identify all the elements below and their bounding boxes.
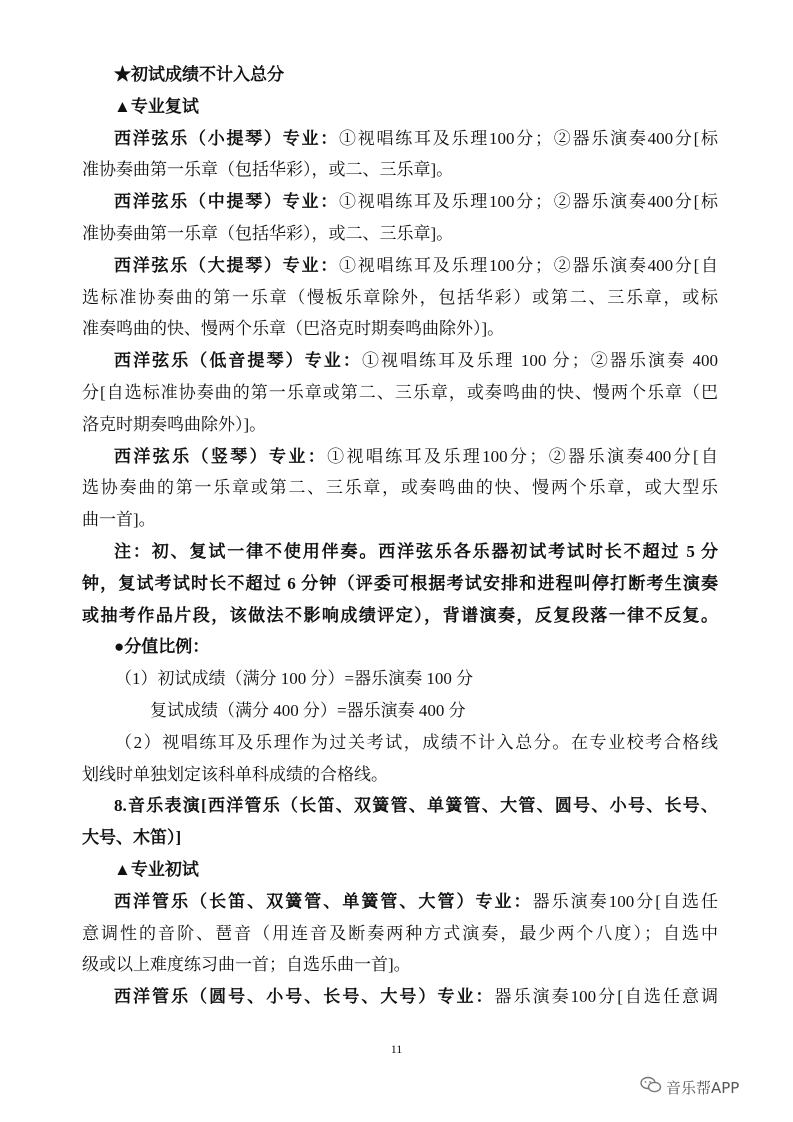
paragraph-line: 准协奏曲第一乐章（包括华彩），或二、三乐章]。 (82, 223, 454, 243)
paragraph-line: 准奏鸣曲的快、慢两个乐章（巴洛克时期奏鸣曲除外）]。 (82, 319, 505, 339)
document-body (82, 59, 718, 1013)
paragraph-line: 西洋弦乐（小提琴）专业：①视唱练耳及乐理100分；②器乐演奏400分[标 (114, 128, 718, 148)
wechat-icon (640, 1076, 662, 1098)
section-8-heading: 8.音乐表演[西洋管乐（长笛、双簧管、单簧管、大管、圆号、小号、长号、 (114, 796, 718, 816)
score-line: 划线时单独划定该科单科成绩的合格线。 (82, 764, 388, 784)
paragraph-line: 西洋管乐（圆号、小号、长号、大号）专业：器乐演奏100分[自选任意调 (114, 987, 718, 1007)
note-heading: ★初试成绩不计入总分 (114, 65, 284, 84)
score-line: （1）初试成绩（满分 100 分）=器乐演奏 100 分 (115, 669, 474, 689)
page-number: 11 (390, 1042, 403, 1056)
paragraph-line: 曲一首]。 (82, 510, 156, 530)
note-line: 注：初、复试一律不使用伴奏。西洋弦乐各乐器初试考试时长不超过 5 分 (114, 541, 718, 561)
section-heading: ▲专业初试 (114, 859, 199, 879)
paragraph-line: 意调性的音阶、琶音（用连音及断奏两种方式演奏，最少两个八度）；自选中 (82, 923, 718, 943)
paragraph-line: 西洋弦乐（低音提琴）专业：①视唱练耳及乐理 100 分；②器乐演奏 400 (114, 351, 718, 371)
paragraph-line: 选协奏曲的第一乐章或第二、三乐章，或奏鸣曲的快、慢两个乐章，或大型乐 (82, 478, 718, 498)
watermark-text: 音乐帮APP (666, 1078, 740, 1097)
paragraph-line: 西洋管乐（长笛、双簧管、单簧管、大管）专业：器乐演奏100分[自选任 (114, 891, 718, 911)
score-ratio-heading: ●分值比例： (114, 637, 210, 657)
watermark (640, 1076, 739, 1098)
paragraph-line: 西洋弦乐（大提琴）专业：①视唱练耳及乐理100分；②器乐演奏400分[自 (114, 255, 718, 275)
paragraph-line: 西洋弦乐（中提琴）专业：①视唱练耳及乐理100分；②器乐演奏400分[标 (114, 192, 718, 212)
section-heading: ▲专业复试 (114, 96, 199, 116)
paragraph-line: 级或以上难度练习曲一首；自选乐曲一首]。 (82, 955, 411, 975)
note-line: 或抽考作品片段，该做法不影响成绩评定），背谱演奏，反复段落一律不反复。 (82, 605, 718, 625)
score-line: （2）视唱练耳及乐理作为过关考试，成绩不计入总分。在专业校考合格线 (115, 732, 718, 752)
score-line: 复试成绩（满分 400 分）=器乐演奏 400 分 (150, 700, 466, 720)
paragraph-line: 分[自选标准协奏曲的第一乐章或第二、三乐章，或奏鸣曲的快、慢两个乐章（巴 (82, 382, 718, 402)
paragraph-line: 西洋弦乐（竖琴）专业：①视唱练耳及乐理100分；②器乐演奏400分[自 (114, 446, 718, 466)
note-line: 钟，复试考试时长不超过 6 分钟（评委可根据考试安排和进程叫停打断考生演奏 (82, 573, 718, 593)
section-8-heading: 大号、木笛）] (82, 828, 182, 848)
paragraph-line: 洛克时期奏鸣曲除外）]。 (82, 414, 267, 434)
paragraph-line: 准协奏曲第一乐章（包括华彩），或二、三乐章]。 (82, 160, 454, 180)
paragraph-line: 选标准协奏曲的第一乐章（慢板乐章除外，包括华彩）或第二、三乐章，或标 (82, 287, 718, 307)
